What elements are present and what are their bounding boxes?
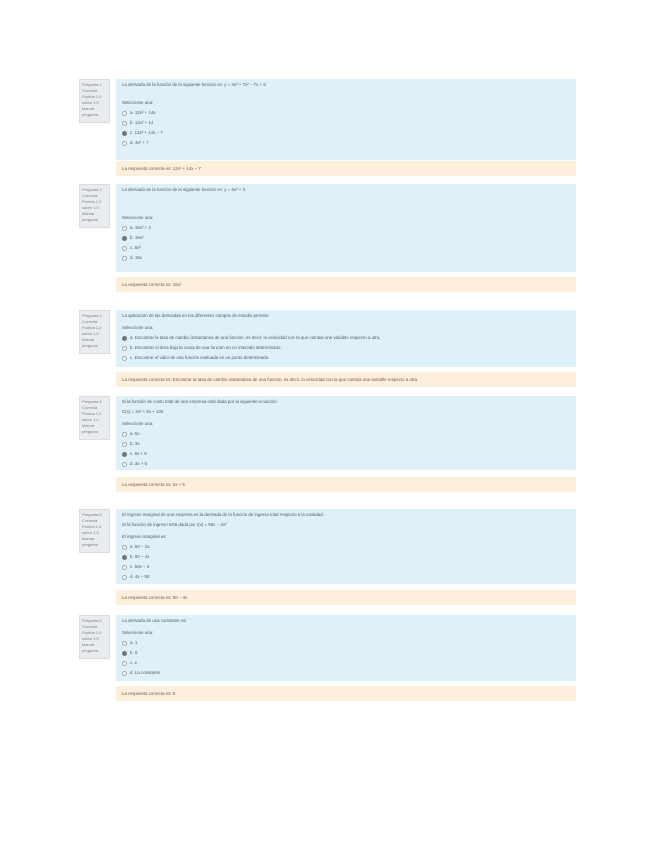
answer-prompt: Seleccione una: (122, 325, 154, 330)
answer-option[interactable]: c. x (122, 660, 570, 666)
question-grade-max: sobre 1,0 (82, 205, 99, 210)
radio-icon[interactable] (122, 661, 127, 666)
flag-question-link-2[interactable]: pregunta (82, 429, 98, 434)
radio-icon[interactable] (122, 565, 127, 570)
question-text: La derivada de la función de la siguiente función es: y = 4x³ + 7x² − 7x + 5 (122, 82, 266, 87)
radio-icon[interactable] (122, 671, 127, 676)
question-grade: Puntúa 1,0 (82, 630, 102, 635)
question-formula: C(x) = 3x² + 5x + 100 (122, 409, 164, 414)
answer-prompt: Seleccione una: (122, 630, 154, 635)
answer-option[interactable]: c. Encontrar el valor de una función evaluada en un punto determinado. (122, 355, 570, 361)
radio-icon[interactable] (122, 121, 127, 126)
question-feedback-6: La respuesta correcta es: 0 (116, 686, 576, 701)
question-info-5 (79, 509, 110, 553)
question-feedback-1: La respuesta correcta es: 12x² + 14x − 7 (116, 161, 576, 176)
question-content-4 (116, 396, 576, 470)
question-text: Si la función de costo total de una empresa está dada por la siguiente ecuación: (122, 399, 278, 404)
flag-question-link-2[interactable]: pregunta (82, 648, 98, 653)
radio-icon[interactable] (122, 246, 127, 251)
flag-question-link-2[interactable]: pregunta (82, 217, 98, 222)
answer-option[interactable]: d. 15x (122, 255, 570, 261)
answer-option[interactable]: b. Encontrar el área bajo la curva de una función en un intervalo determinado. (122, 345, 570, 351)
question-state: Correcta (82, 193, 98, 198)
radio-selected-icon[interactable] (122, 131, 127, 136)
question-grade-max: sobre 1,0 (82, 331, 99, 336)
question-info-1 (79, 79, 110, 123)
question-text: La derivada de la función de la siguiente función es: y = 5x³ + 3 (122, 187, 246, 192)
answer-option[interactable]: d. La constante (122, 670, 570, 676)
question-info-2 (79, 184, 110, 228)
answer-option[interactable]: d. 4x − 50 (122, 574, 570, 580)
answer-option[interactable]: d. 4x² + 7 (122, 140, 570, 146)
radio-selected-icon[interactable] (122, 336, 127, 341)
answer-option[interactable]: c. 50x − 4 (122, 564, 570, 570)
radio-selected-icon[interactable] (122, 236, 127, 241)
flag-question-link[interactable]: Marcar (82, 536, 95, 541)
answer-option[interactable]: b. 50 − 4x (122, 554, 570, 560)
radio-selected-icon[interactable] (122, 452, 127, 457)
answer-option[interactable]: c. 6x + 5 (122, 451, 570, 457)
answer-option[interactable]: c. 12x² + 14x − 7 (122, 130, 570, 136)
question-text: El ingreso marginal de una empresa es la derivada de la función de ingreso total respecto a la cantidad. (122, 512, 324, 517)
question-number: Pregunta 1 (82, 82, 102, 87)
radio-icon[interactable] (122, 346, 127, 351)
question-grade-max: sobre 1,0 (82, 100, 99, 105)
question-grade-max: sobre 1,0 (82, 417, 99, 422)
flag-question-link-2[interactable]: pregunta (82, 343, 98, 348)
question-info-6 (79, 615, 110, 659)
question-content-1 (116, 79, 576, 160)
question-state: Correcta (82, 405, 98, 410)
answer-option[interactable]: a. 15x² + 3 (122, 225, 570, 231)
radio-icon[interactable] (122, 111, 127, 116)
radio-icon[interactable] (122, 356, 127, 361)
question-grade: Puntúa 1,0 (82, 524, 102, 529)
question-feedback-2: La respuesta correcta es: 15x² (116, 277, 576, 292)
question-text: La aplicación de las derivadas en los diferentes campos de estudio permite: (122, 313, 270, 318)
question-state: Correcta (82, 518, 98, 523)
answer-option[interactable]: a. 1 (122, 640, 570, 646)
radio-icon[interactable] (122, 462, 127, 467)
question-number: Pregunta 3 (82, 313, 102, 318)
answer-prompt: El ingreso marginal es: (122, 534, 167, 539)
answer-option[interactable]: a. 6x (122, 431, 570, 437)
radio-icon[interactable] (122, 442, 127, 447)
question-grade: Puntúa 1,0 (82, 94, 102, 99)
flag-question-link[interactable]: Marcar (82, 642, 95, 647)
answer-option[interactable]: a. Encontrar la tasa de cambio instantánea de una función, es decir, la velocidad con la que cambia una variable respecto a otra. (122, 335, 570, 341)
question-formula: Si la función de ingreso está dada por I(x) = 50x − 2x² (122, 522, 227, 527)
radio-selected-icon[interactable] (122, 651, 127, 656)
question-grade: Puntúa 1,0 (82, 199, 102, 204)
question-state: Correcta (82, 624, 98, 629)
answer-option[interactable]: a. 12x² + 14x (122, 110, 570, 116)
radio-icon[interactable] (122, 256, 127, 261)
flag-question-link[interactable]: Marcar (82, 423, 95, 428)
question-number: Pregunta 5 (82, 512, 102, 517)
question-state: Correcta (82, 88, 98, 93)
flag-question-link-2[interactable]: pregunta (82, 112, 98, 117)
question-number: Pregunta 6 (82, 618, 102, 623)
question-feedback-3: La respuesta correcta es: Encontrar la tasa de cambio instantánea de una función, es decir, la velocidad con la que cambia una variable respecto a otra. (116, 372, 576, 387)
answer-prompt: Seleccione una: (122, 421, 154, 426)
question-info-3 (79, 310, 110, 354)
radio-icon[interactable] (122, 141, 127, 146)
question-grade: Puntúa 1,0 (82, 411, 102, 416)
question-text: La derivada de una constante es: (122, 618, 187, 623)
question-info-4 (79, 396, 110, 440)
radio-icon[interactable] (122, 575, 127, 580)
radio-icon[interactable] (122, 432, 127, 437)
question-number: Pregunta 4 (82, 399, 102, 404)
question-feedback-5: La respuesta correcta es: 50 − 4x (116, 590, 576, 605)
flag-question-link[interactable]: Marcar (82, 337, 95, 342)
flag-question-link-2[interactable]: pregunta (82, 542, 98, 547)
flag-question-link[interactable]: Marcar (82, 211, 95, 216)
answer-option[interactable]: d. 3x + 5 (122, 461, 570, 467)
question-number: Pregunta 2 (82, 187, 102, 192)
question-content-3 (116, 310, 576, 367)
answer-option[interactable]: a. 50 − 2x (122, 544, 570, 550)
question-grade-max: sobre 1,0 (82, 636, 99, 641)
question-feedback-4: La respuesta correcta es: 6x + 5 (116, 477, 576, 492)
radio-icon[interactable] (122, 545, 127, 550)
radio-icon[interactable] (122, 226, 127, 231)
radio-selected-icon[interactable] (122, 555, 127, 560)
radio-icon[interactable] (122, 641, 127, 646)
answer-prompt: Seleccione una: (122, 215, 154, 220)
question-grade-max: sobre 1,0 (82, 530, 99, 535)
question-content-5 (116, 509, 576, 584)
question-grade: Puntúa 1,0 (82, 325, 102, 330)
answer-option[interactable]: c. 5x² (122, 245, 570, 251)
answer-option[interactable]: b. 3x (122, 441, 570, 447)
answer-prompt: Seleccione una: (122, 100, 154, 105)
answer-option[interactable]: b. 12x² + 14 (122, 120, 570, 126)
question-state: Correcta (82, 319, 98, 324)
answer-option[interactable]: b. 15x² (122, 235, 570, 241)
question-content-6 (116, 615, 576, 681)
question-content-2 (116, 184, 576, 272)
flag-question-link[interactable]: Marcar (82, 106, 95, 111)
answer-option[interactable]: b. 0 (122, 650, 570, 656)
